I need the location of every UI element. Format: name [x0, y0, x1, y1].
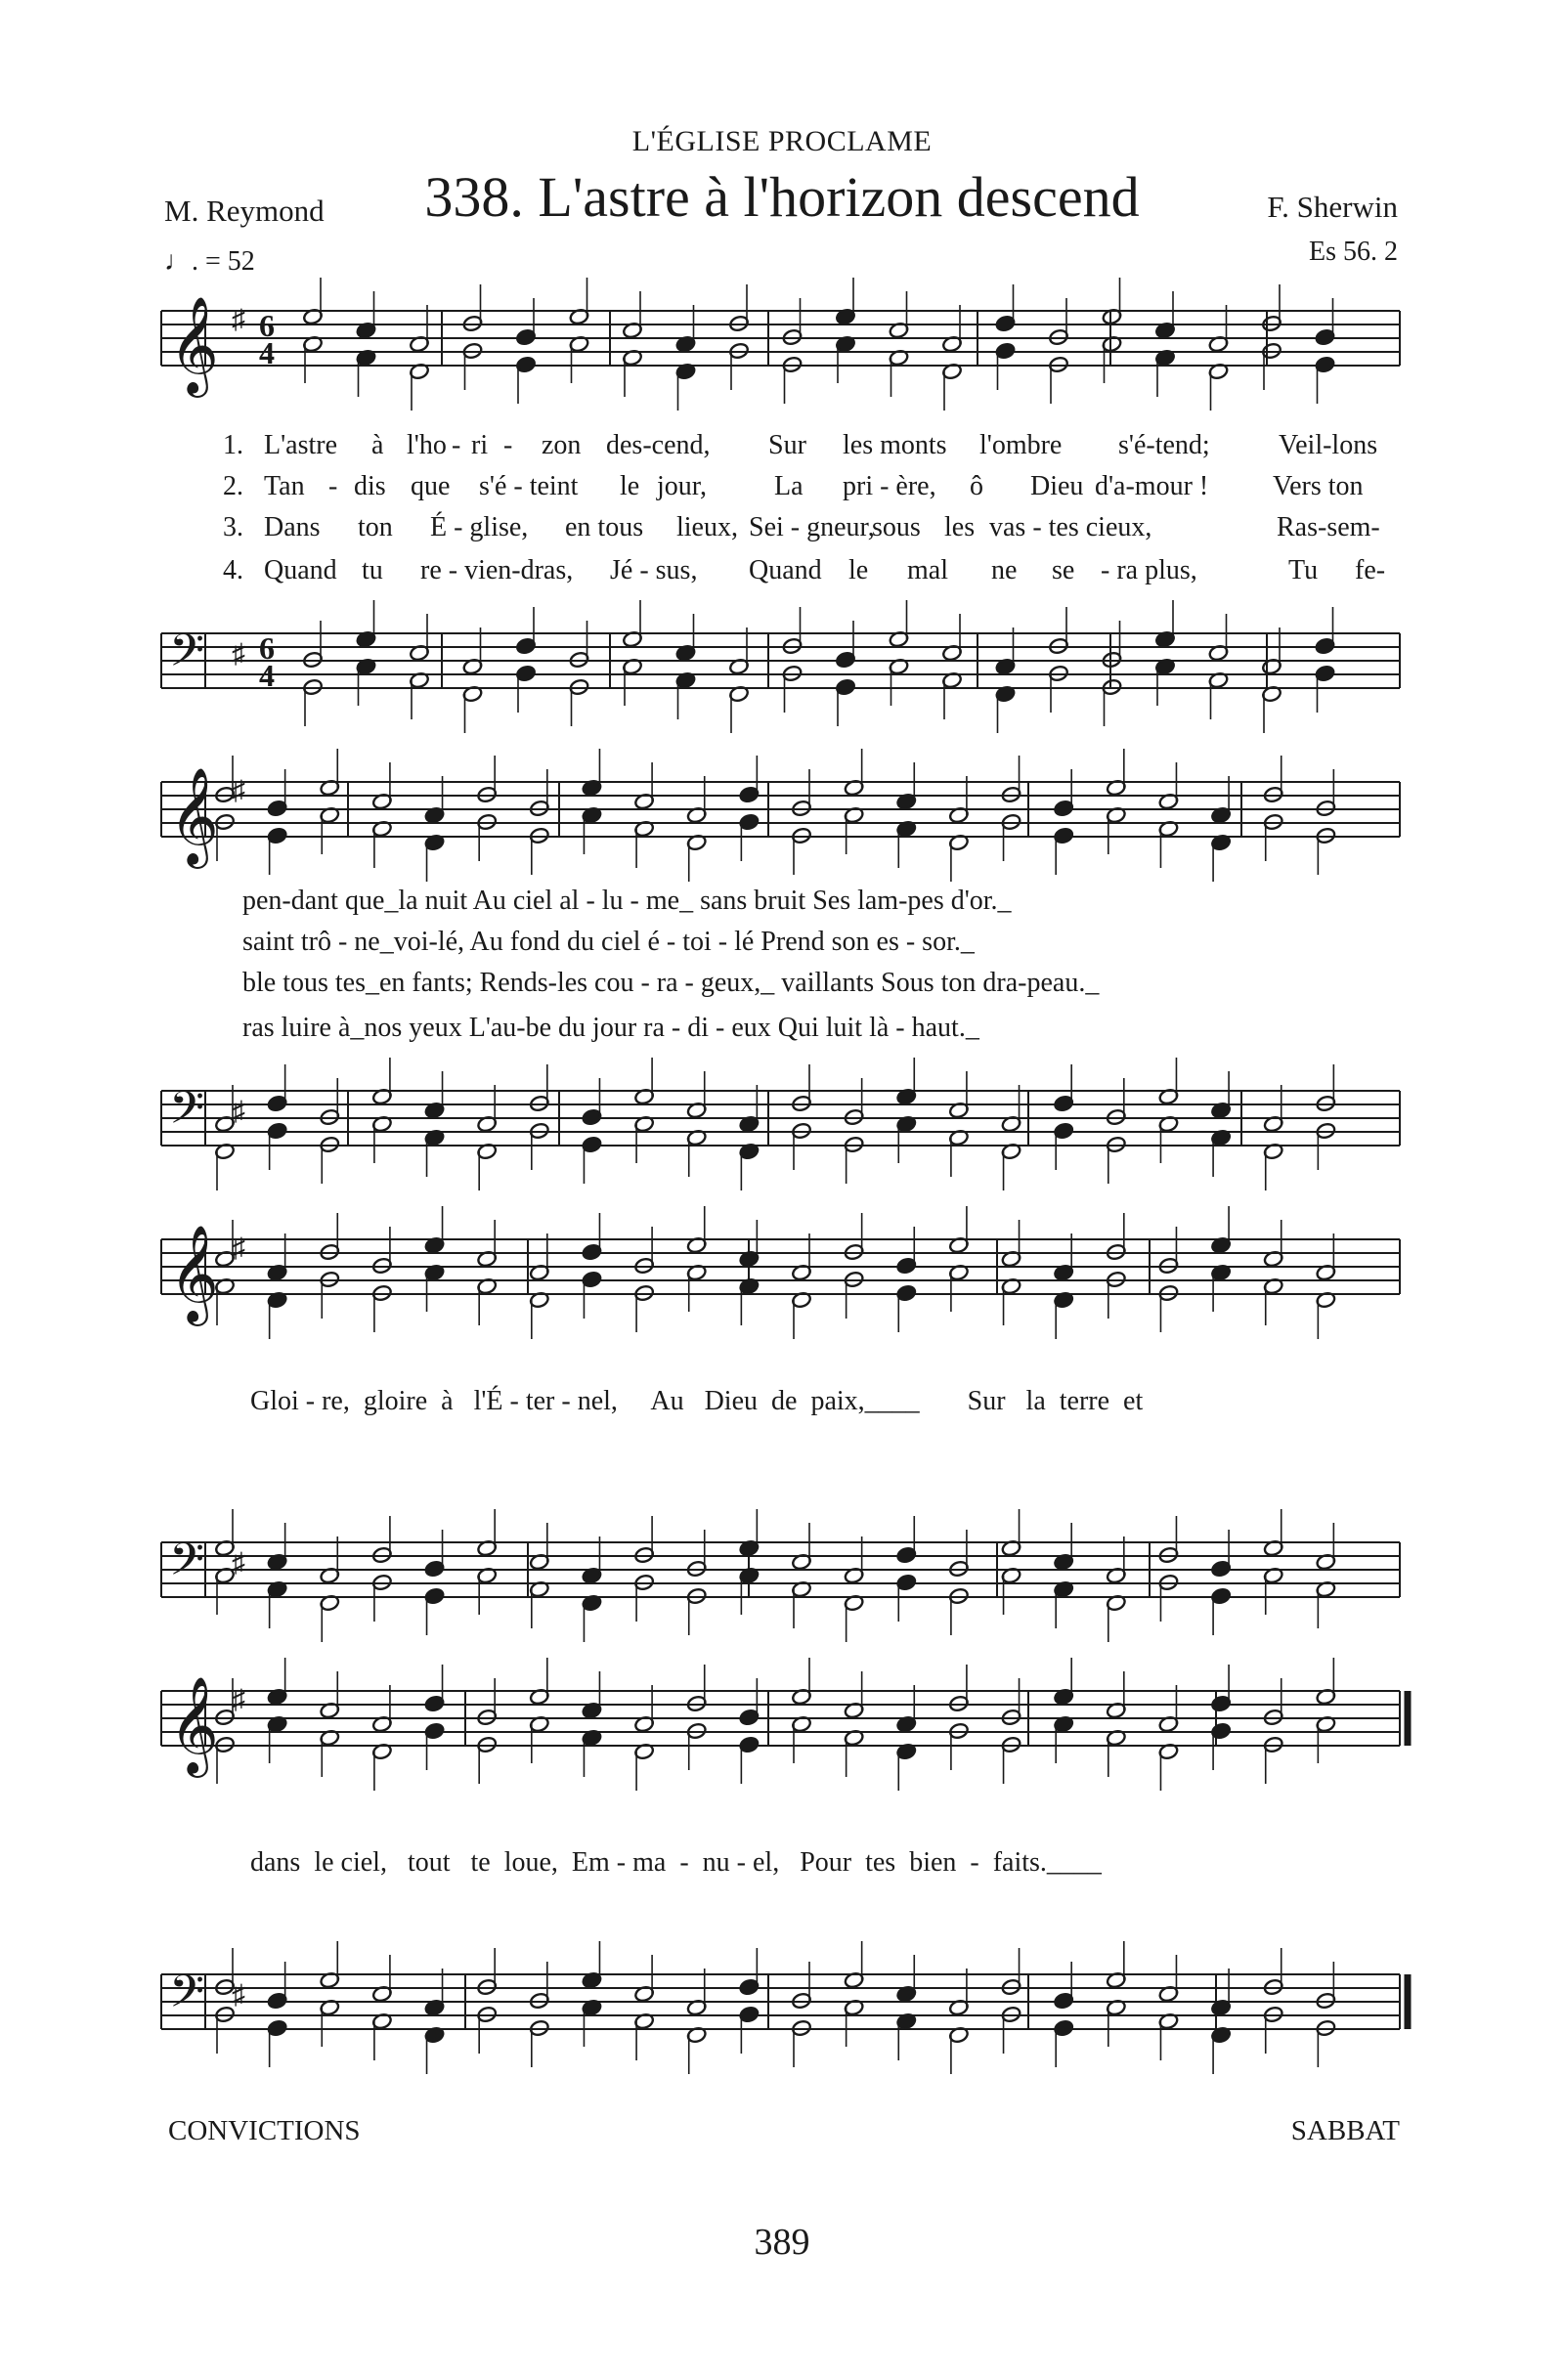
refrain-line-2: dans le ciel, tout te loue, Em - ma - nu - el, Pour tes bien - faits.____	[250, 1847, 1102, 1878]
bass-staff	[161, 625, 1400, 688]
time-signature: 4	[259, 335, 275, 370]
bass-staff	[161, 1966, 1400, 2029]
bass-clef-icon: 𝄢	[169, 1534, 205, 1597]
composer: M. Reymond	[164, 194, 325, 228]
treble-clef-icon: 𝄞	[169, 767, 219, 865]
sharp-icon: ♯	[232, 1685, 245, 1715]
time-signature: 6	[259, 630, 275, 666]
sharp-icon: ♯	[232, 305, 245, 335]
sharp-icon: ♯	[232, 1233, 245, 1264]
treble-clef-icon: 𝄞	[169, 1225, 219, 1322]
bass-clef-icon: 𝄢	[169, 625, 205, 688]
time-signature: 6	[259, 308, 275, 343]
section-heading: L'ÉGLISE PROCLAME	[631, 125, 933, 157]
bass-clef-icon: 𝄢	[169, 1082, 205, 1146]
verse-3-line-2: ble tous tes_en fants; Rends-les cou - ra - geux,_ vaillants Sous ton dra-peau._	[242, 968, 1100, 998]
verse-2-line-2: saint trô - ne_voi-lé, Au fond du ciel é - toi - lé Prend son es - sor._	[242, 927, 975, 957]
time-signature: 4	[259, 658, 275, 693]
refrain-line-1: Gloi - re, gloire à l'É - ter - nel, Au Dieu de paix,____ Sur la terre et	[250, 1386, 1144, 1416]
treble-clef-icon: 𝄞	[169, 1676, 219, 1774]
verse-4-line-2: ras luire à_nos yeux L'au-be du jour ra - di - eux Qui luit là - haut._	[242, 1013, 979, 1043]
sharp-icon: ♯	[232, 1548, 245, 1579]
bass-clef-icon: 𝄢	[169, 1966, 205, 2029]
verse-1-line-2: pen-dant que_la nuit Au ciel al - lu - me_ sans bruit Ses lam-pes d'or._	[242, 886, 1012, 916]
category-right: SABBAT	[1290, 2115, 1400, 2146]
sharp-icon: ♯	[232, 776, 245, 806]
sharp-icon: ♯	[232, 1980, 245, 2011]
page-number: 389	[754, 2222, 810, 2263]
hymn-title: 338. L'astre à l'horizon descend	[424, 165, 1140, 229]
sharp-icon: ♯	[232, 639, 245, 670]
category-left: CONVICTIONS	[168, 2115, 361, 2146]
sharp-icon: ♯	[232, 1097, 245, 1127]
tempo-marking: ♩. = 52	[164, 246, 255, 277]
scripture-reference: Es 56. 2	[1309, 237, 1398, 267]
treble-clef-icon: 𝄞	[169, 296, 219, 394]
lyricist: F. Sherwin	[1267, 190, 1398, 224]
treble-staff	[161, 296, 1400, 398]
